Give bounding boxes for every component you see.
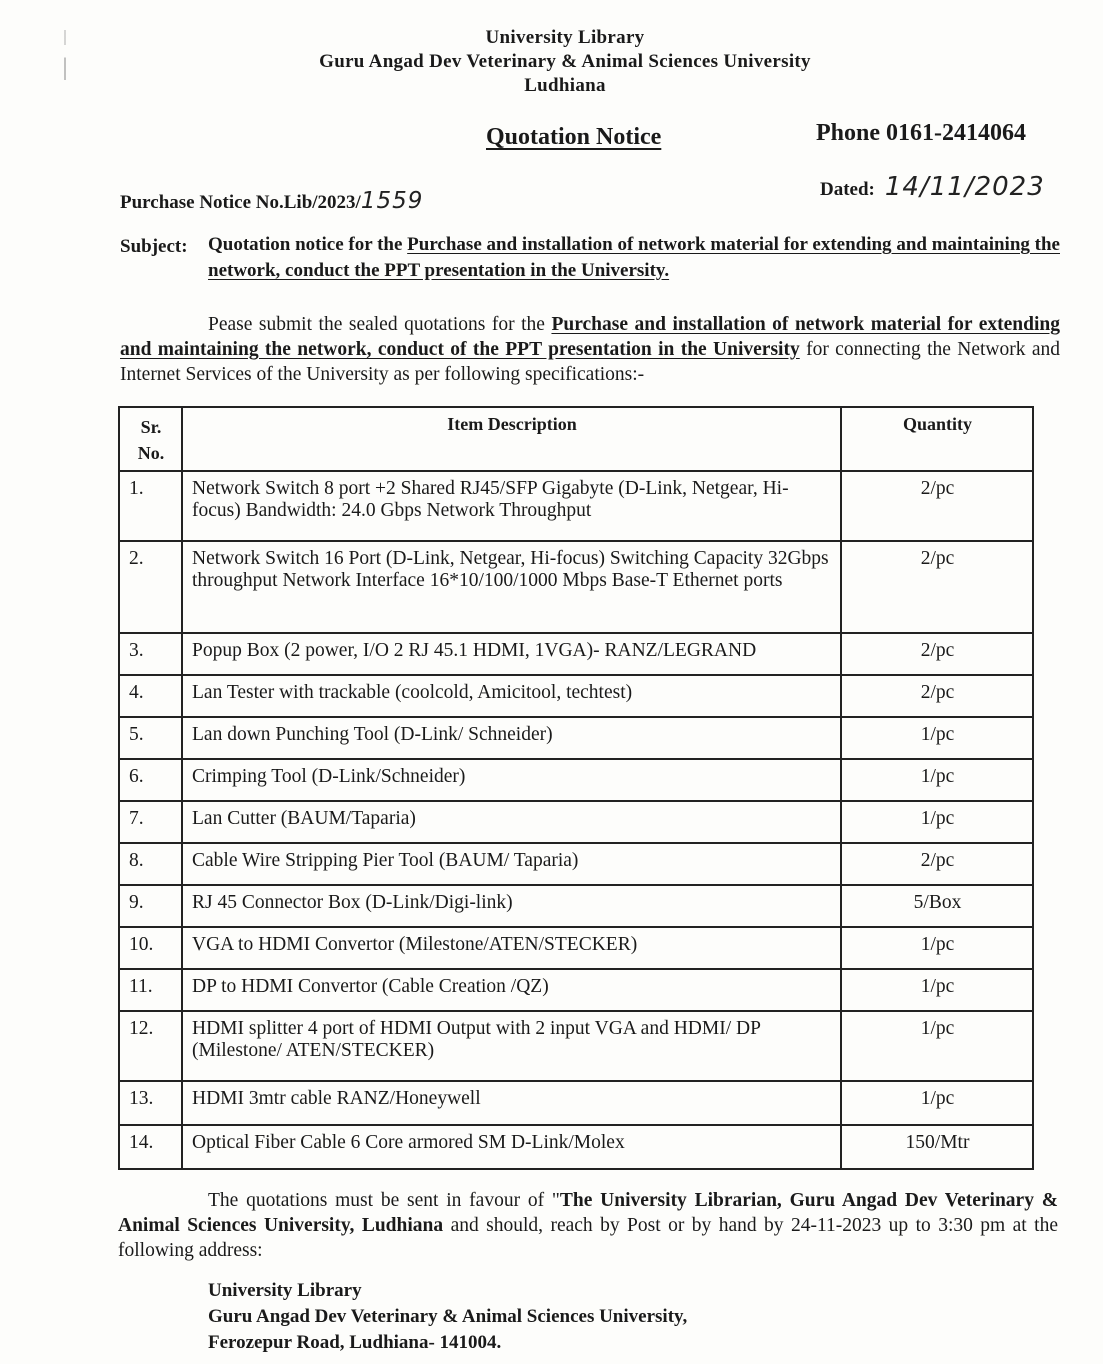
row-sr-no: 3.	[119, 633, 182, 675]
header-sr-no: Sr. No.	[119, 407, 182, 471]
submission-favour: The University Librarian, Guru Angad Dev Veterinary & Animal Sciences University, Ludhiana	[118, 1190, 1058, 1236]
row-quantity: 2/pc	[841, 471, 1033, 541]
row-quantity: 1/pc	[841, 759, 1033, 801]
row-item-description: VGA to HDMI Convertor (Milestone/ATEN/STECKER)	[182, 927, 841, 969]
row-item-description: Cable Wire Stripping Pier Tool (BAUM/ Taparia)	[182, 843, 841, 885]
submission-prefix: The quotations must be sent in favour of "	[208, 1190, 560, 1211]
letterhead	[0, 26, 1103, 98]
table-row	[119, 885, 1033, 927]
header-item-description: Item Description	[182, 407, 841, 471]
row-item-description: Crimping Tool (D-Link/Schneider)	[182, 759, 841, 801]
purchase-notice-label: Purchase Notice No.Lib/2023/	[120, 192, 361, 213]
row-sr-no: 6.	[119, 759, 182, 801]
address-line-1: University Library	[208, 1280, 362, 1301]
table-row	[119, 843, 1033, 885]
row-item-description: Network Switch 8 port +2 Shared RJ45/SFP Gigabyte (D-Link, Netgear, Hi-focus) Bandwidth: 24.0 Gbps Network Throughput	[182, 471, 841, 541]
intro-prefix: Pease submit the sealed quotations for the	[208, 314, 552, 335]
table-row	[119, 633, 1033, 675]
row-quantity: 2/pc	[841, 675, 1033, 717]
row-quantity: 1/pc	[841, 1011, 1033, 1081]
row-sr-no: 14.	[119, 1125, 182, 1169]
row-item-description: HDMI 3mtr cable RANZ/Honeywell	[182, 1081, 841, 1125]
table-row	[119, 471, 1033, 541]
postal-address	[208, 1278, 687, 1356]
subject-prefix: Quotation notice for the	[208, 234, 408, 255]
row-sr-no: 13.	[119, 1081, 182, 1125]
handwritten-notice-number: 1559	[360, 188, 424, 214]
row-sr-no: 1.	[119, 471, 182, 541]
dated-label: Dated:	[820, 179, 875, 200]
row-quantity: 1/pc	[841, 969, 1033, 1011]
row-item-description: Lan down Punching Tool (D-Link/ Schneider)	[182, 717, 841, 759]
header-line-city: Ludhiana	[524, 75, 606, 96]
row-quantity: 150/Mtr	[841, 1125, 1033, 1169]
row-sr-no: 10.	[119, 927, 182, 969]
row-sr-no: 8.	[119, 843, 182, 885]
row-item-description: Optical Fiber Cable 6 Core armored SM D-Link/Molex	[182, 1125, 841, 1169]
dated-line	[820, 172, 1045, 202]
table-row	[119, 801, 1033, 843]
row-item-description: DP to HDMI Convertor (Cable Creation /QZ)	[182, 969, 841, 1011]
submission-paragraph	[118, 1188, 1058, 1263]
row-sr-no: 5.	[119, 717, 182, 759]
row-sr-no: 11.	[119, 969, 182, 1011]
row-sr-no: 12.	[119, 1011, 182, 1081]
table-header-row	[119, 407, 1033, 471]
header-quantity: Quantity	[841, 407, 1033, 471]
row-quantity: 5/Box	[841, 885, 1033, 927]
row-quantity: 1/pc	[841, 717, 1033, 759]
header-line-university: Guru Angad Dev Veterinary & Animal Sciences University	[319, 51, 811, 72]
row-sr-no: 7.	[119, 801, 182, 843]
table-row	[119, 759, 1033, 801]
row-item-description: Popup Box (2 power, I/O 2 RJ 45.1 HDMI, 1VGA)- RANZ/LEGRAND	[182, 633, 841, 675]
table-row	[119, 927, 1033, 969]
address-line-3: Ferozepur Road, Ludhiana- 141004.	[208, 1332, 502, 1353]
table-row	[119, 717, 1033, 759]
address-line-2: Guru Angad Dev Veterinary & Animal Sciences University,	[208, 1306, 688, 1327]
row-item-description: Lan Tester with trackable (coolcold, Amicitool, techtest)	[182, 675, 841, 717]
purchase-notice-number	[120, 188, 423, 214]
row-quantity: 1/pc	[841, 801, 1033, 843]
row-quantity: 2/pc	[841, 541, 1033, 633]
row-quantity: 2/pc	[841, 633, 1033, 675]
header-line-library: University Library	[485, 27, 645, 48]
row-sr-no: 4.	[119, 675, 182, 717]
row-item-description: HDMI splitter 4 port of HDMI Output with 2 input VGA and HDMI/ DP (Milestone/ ATEN/STECKER)	[182, 1011, 841, 1081]
table-row	[119, 969, 1033, 1011]
row-item-description: Network Switch 16 Port (D-Link, Netgear, Hi-focus) Switching Capacity 32Gbps throughput Network Interface 16*10/100/1000 Mbps Base-T Ethernet ports	[182, 541, 841, 633]
intro-underlined: Purchase and installation of network material for extending and maintaining the network, conduct of the PPT presentation in the University	[120, 314, 1060, 360]
handwritten-date: 14/11/2023	[884, 172, 1045, 202]
subject-text	[208, 232, 1060, 284]
row-sr-no: 2.	[119, 541, 182, 633]
row-item-description: RJ 45 Connector Box (D-Link/Digi-link)	[182, 885, 841, 927]
row-quantity: 2/pc	[841, 843, 1033, 885]
intro-paragraph	[120, 312, 1060, 387]
table-row	[119, 1125, 1033, 1169]
specification-table	[118, 406, 1034, 1170]
subject-block	[120, 232, 1060, 284]
subject-underlined: Purchase and installation of network material for extending and maintaining the network, conduct the PPT presentation in the University.	[208, 234, 1060, 281]
table-row	[119, 1011, 1033, 1081]
submission-suffix: and should, reach by Post or by hand by 24-11-2023 up to 3:30 pm at the following address:	[118, 1215, 1058, 1261]
document-title: Quotation Notice	[486, 124, 662, 150]
phone-number: Phone 0161-2414064	[816, 120, 1026, 146]
row-quantity: 1/pc	[841, 1081, 1033, 1125]
table-row	[119, 541, 1033, 633]
table-row	[119, 675, 1033, 717]
row-sr-no: 9.	[119, 885, 182, 927]
row-item-description: Lan Cutter (BAUM/Taparia)	[182, 801, 841, 843]
table-row	[119, 1081, 1033, 1125]
intro-suffix: for connecting the Network and Internet Services of the University as per following specifications:-	[120, 339, 1061, 385]
table-body	[119, 471, 1033, 1169]
row-quantity: 1/pc	[841, 927, 1033, 969]
subject-label: Subject:	[120, 236, 188, 257]
